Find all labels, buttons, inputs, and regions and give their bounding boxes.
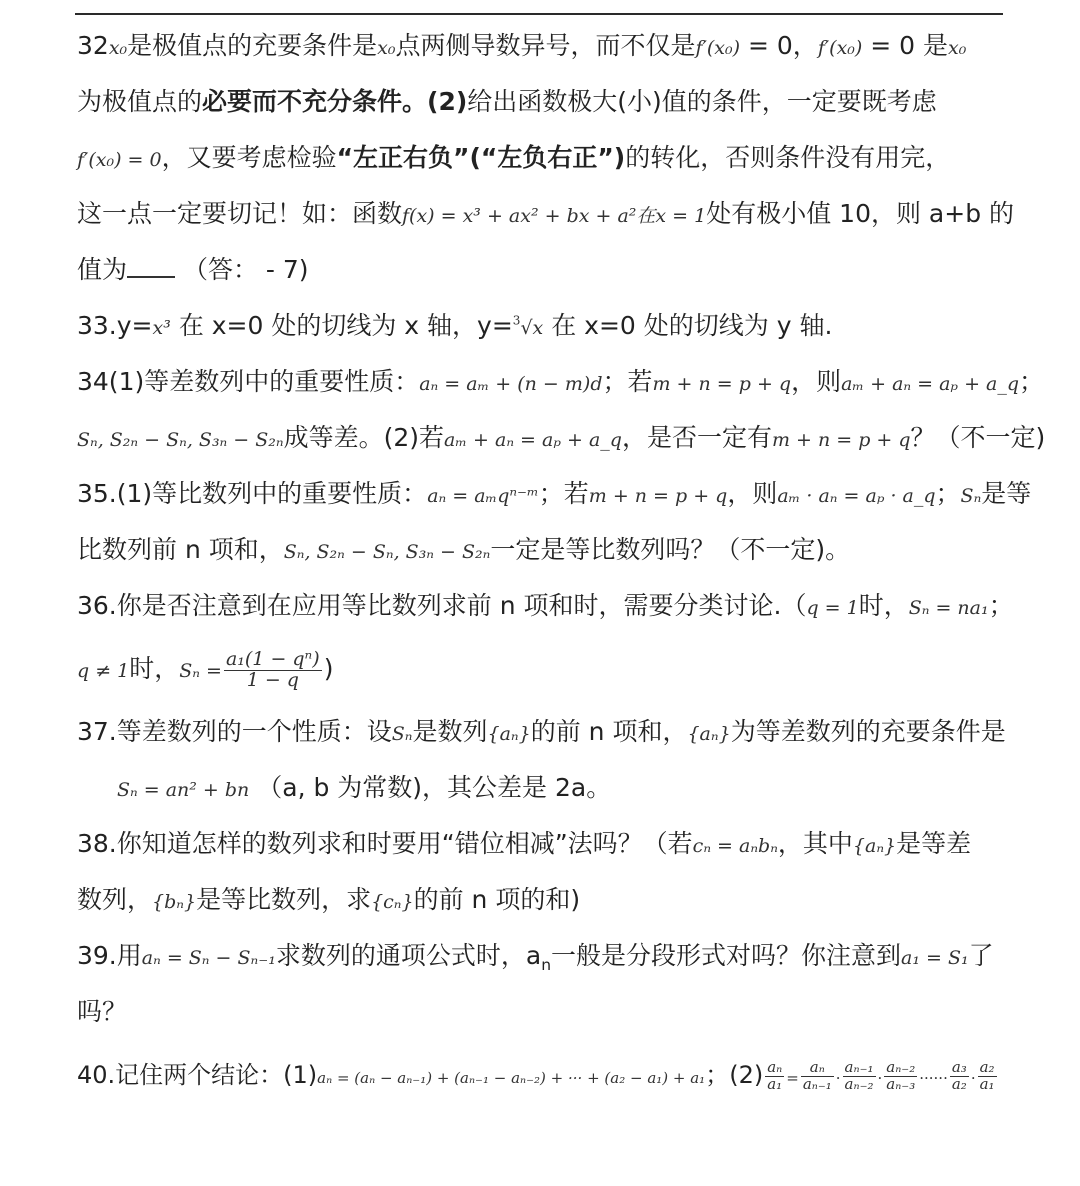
text: 一定是等比数列吗？（不一定)。 [490,535,851,564]
text: 33.y= [77,311,153,340]
math-Sn-na1: Sₙ = na₁ [908,597,989,619]
item-32-line-2 [77,74,1007,130]
text: 值为 [77,255,128,284]
math-sequence-cn: {cₙ} [371,891,414,913]
item-37-line-2 [77,760,1007,816]
text: 是极值点的充要条件是 [127,31,378,60]
math-x0: x₀ [108,37,128,59]
text: 比数列前 n 项和， [77,535,284,564]
item-40 [77,1040,1007,1110]
text: 在 x=0 处的切线为 x 轴，y= [178,311,513,340]
item-35-line-2 [77,522,1007,578]
text: 这一点一定要切记！如：函数 [77,199,403,228]
fraction-numerator: a₃ [951,1057,967,1076]
item-32-line-3 [77,130,1007,186]
fraction-denominator: aₙ₋₂ [844,1074,874,1093]
math-term-product: aₘ · aₙ = aₚ · a_q [777,485,936,507]
item-32-line-5 [77,242,1007,298]
text: 是等比数列，求 [196,885,372,914]
math-derivative: f′(x₀) [817,37,863,59]
math-ellipsis: ······ [919,1069,948,1087]
text: 36.你是否注意到在应用等比数列求前 n 项和时，需要分类讨论.（ [77,591,807,620]
text: ) [323,654,334,683]
math-equals: = [786,1069,799,1087]
fraction-numerator: aₙ₋₁ [844,1057,874,1076]
math-ratio-fraction [765,1057,784,1093]
item-33 [77,298,1007,354]
item-32-line-4 [77,186,1015,242]
math-function: f(x) = x³ + ax² + bx + a² [402,205,637,227]
text: 一般是分段形式对吗？你注意到 [551,941,902,970]
math-partial-sums: Sₙ, S₂ₙ − Sₙ, S₃ₙ − S₂ₙ [283,541,491,563]
text: 点两侧导数异号，而不仅是 [395,31,696,60]
fraction-numerator: aₙ [801,1060,834,1077]
text: ；若 [602,367,653,396]
text: 处有极小值 10，则 a+b 的 [706,199,1015,228]
fraction-denominator: aₙ₋₁ [802,1074,832,1093]
math-ratio-fraction [978,1057,997,1093]
text: 37.等差数列的一个性质：设 [77,717,392,746]
fraction-numerator: a₂ [979,1057,995,1076]
text: = 0 是 [870,31,949,60]
text: 成等差。(2)若 [283,423,445,452]
math-Sn: Sₙ [960,485,982,507]
emphasis-text: 必要而不充分条件。(2) [202,87,468,116]
text: 是等差 [896,829,972,858]
math-q-not-1: q ≠ 1 [77,660,130,682]
math-dot: · [835,1069,841,1087]
math-condition: 在x = 1 [636,205,707,227]
fraction-numerator: aₙ₋₂ [886,1057,916,1076]
math-derivative: f′(x₀) [695,37,741,59]
answer-text: （答： - 7) [182,255,309,284]
math-index-sum: m + n = p + q [652,373,792,395]
text: 为等差数列的充要条件是 [730,717,1006,746]
text: ；若 [538,479,589,508]
text: 求数列的通项公式时，a [275,941,542,970]
text: 时， [129,654,180,683]
math-sequence-an: {aₙ} [687,723,731,745]
text: ，则 [727,479,778,508]
fraction-numerator: aₙ [767,1057,783,1076]
document-page [77,18,1046,1110]
math-geo-term: aₙ = aₘqⁿ⁻ᵐ [427,485,539,507]
math-sequence-an: {aₙ} [487,723,531,745]
fraction-denominator: a₁ [979,1074,995,1093]
math-index-sum: m + n = p + q [588,485,728,507]
item-38-line-2 [77,872,1007,928]
math-an-difference: aₙ = Sₙ − Sₙ₋₁ [141,947,276,969]
item-32-line-1 [77,18,1007,74]
text: 38.你知道怎样的数列求和时要用“错位相减”法吗？（若 [77,829,693,858]
math-ratio-fraction [843,1057,876,1093]
text: （a, b 为常数)，其公差是 2a。 [257,773,612,802]
text: 给出函数极大(小)值的条件，一定要既考虑 [467,87,937,116]
math-geo-sum-fraction [224,647,322,691]
top-rule [75,13,1003,15]
math-Sn-equals: Sₙ = [179,660,222,682]
math-q-equals-1: q = 1 [806,597,859,619]
text: ，其中 [777,829,853,858]
math-derivative-zero: f′(x₀) = 0 [77,149,162,171]
math-ratio-fraction [884,1057,917,1093]
math-a1-S1: a₁ = S₁ [901,947,969,969]
math-cube-root: √x [520,317,544,339]
math-ratio-fraction [801,1057,834,1093]
item-37-line-1 [77,704,1007,760]
text: ； [935,479,961,508]
math-x-cubed: x³ [152,317,171,339]
math-sequence-an: {aₙ} [852,835,897,857]
math-x0: x₀ [377,37,396,59]
text: 为极值点的 [77,87,203,116]
math-arith-term: aₙ = aₘ + (n − m)d [419,373,603,395]
item-39-line-1 [77,928,1007,984]
text: 的前 n 项和， [530,717,688,746]
text: 吗？ [77,997,128,1026]
text: ，又要考虑检验 [161,143,337,172]
emphasis-text: “左正右负”(“左负右正”) [336,143,626,172]
math-partial-sums: Sₙ, S₂ₙ − Sₙ, S₃ₙ − S₂ₙ [77,429,284,451]
math-sequence-bn: {bₙ} [152,891,197,913]
math-telescoping-sum: aₙ = (aₙ − aₙ₋₁) + (aₙ₋₁ − aₙ₋₂) + ··· + (a₂ − a₁) + a₁ [317,1069,706,1087]
text: 了 [968,941,994,970]
text: 40.记住两个结论：(1) [77,1061,318,1089]
math-index-sum: m + n = p + q [771,429,911,451]
answer-blank [127,256,175,278]
text: ？（不一定) [910,423,1046,452]
math-term-sum: aₘ + aₙ = aₚ + a_q [841,373,1020,395]
text: 35.(1)等比数列中的重要性质： [77,479,428,508]
math-term-sum: aₘ + aₙ = aₚ + a_q [444,429,622,451]
text: 的转化，否则条件没有用完， [625,143,951,172]
fraction-denominator: 1 − q [246,668,299,691]
text: 时， [858,591,909,620]
text: ；(2) [705,1061,764,1089]
fraction-denominator: aₙ₋₃ [886,1074,916,1093]
text: 是数列 [412,717,488,746]
text: 的前 n 项的和) [413,885,581,914]
math-cn-product: cₙ = aₙbₙ [692,835,778,857]
math-ratio-fraction [950,1057,969,1093]
text: ，是否一定有 [621,423,772,452]
text: ； [988,591,1014,620]
fraction-denominator: a₁ [767,1074,783,1093]
item-34-line-2 [77,410,1046,466]
item-35-line-1 [77,466,1032,522]
text: = 0， [748,31,818,60]
item-34-line-1 [77,354,1045,410]
math-dot: · [877,1069,883,1087]
text: 数列， [77,885,153,914]
text: 在 x=0 处的切线为 y 轴. [551,311,833,340]
item-38-line-1 [77,816,1007,872]
text: ； [1019,367,1045,396]
fraction-numerator: a₁(1 − qⁿ) [225,647,320,670]
subscript: n [541,956,552,974]
item-number: 32 [77,31,109,60]
text: 39.用 [77,941,142,970]
math-root-index: 3 [512,313,521,328]
math-x0: x₀ [948,37,967,59]
item-39-line-2 [77,984,1007,1040]
fraction-denominator: a₂ [951,1074,967,1093]
math-dot: · [970,1069,976,1087]
item-36-line-2 [77,634,1007,704]
text: 34(1)等差数列中的重要性质： [77,367,420,396]
math-Sn: Sₙ [391,723,413,745]
item-36-line-1 [77,578,1014,634]
math-Sn-quadratic: Sₙ = an² + bn [117,779,250,801]
text: 是等 [981,479,1032,508]
text: ，则 [791,367,842,396]
